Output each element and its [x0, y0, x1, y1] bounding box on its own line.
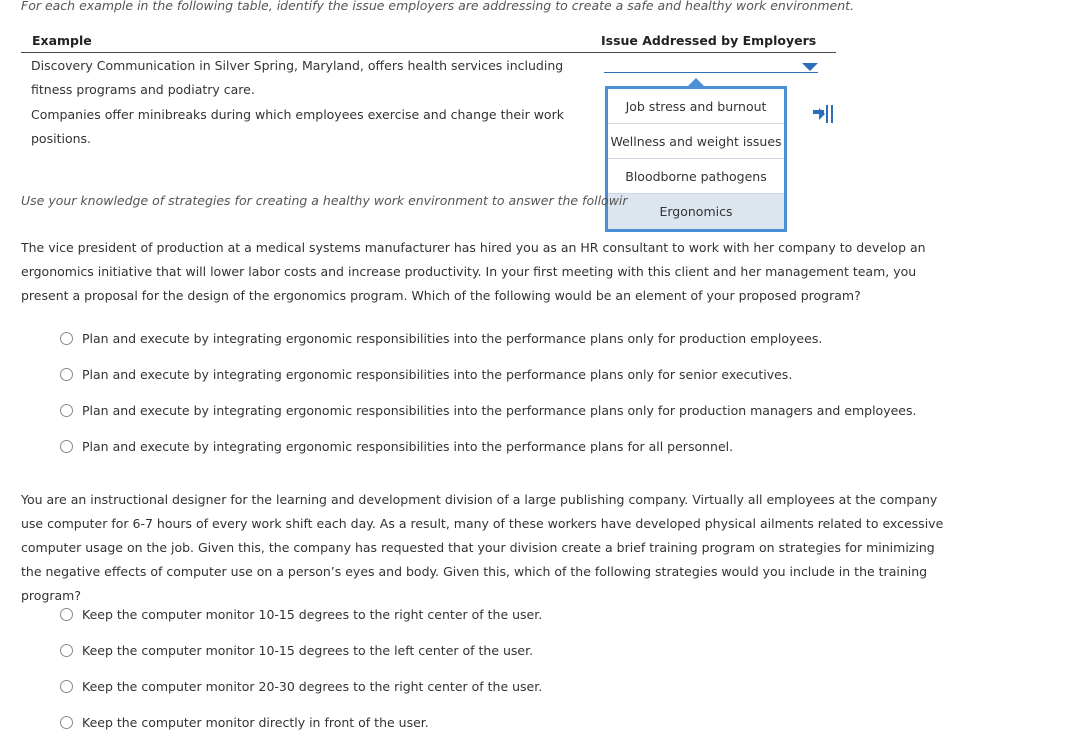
column-header-example: Example	[32, 33, 92, 48]
option-label: Keep the computer monitor directly in front of the user.	[82, 714, 429, 730]
option-label: Keep the computer monitor 10-15 degrees to the left center of the user.	[82, 642, 534, 658]
option-label: Plan and execute by integrating ergonomic responsibilities into the performance plans only for production employees.	[82, 330, 823, 346]
dropdown-menu[interactable]	[605, 86, 787, 232]
q1-option-1[interactable]	[60, 329, 822, 347]
radio-button[interactable]	[60, 440, 73, 453]
q2-option-3[interactable]	[60, 677, 542, 695]
q1-option-2[interactable]	[60, 365, 792, 383]
question-2-text: You are an instructional designer for the learning and development division of a large publishing company. Virtually all employees at the company use computer for 6-7 hours of every work shift each day. As a result, many of these workers have developed physical ailments related to excessive computer usage on the job. Given this, the company has requested that your division create a brief training program on strategies for minimizing the negative effects of computer use on a person’s eyes and body. Given this, which of the following strategies would you include in the training program?	[21, 492, 944, 603]
radio-button[interactable]	[60, 404, 73, 417]
menu-caret	[688, 78, 704, 86]
table-instruction: For each example in the following table, identify the issue employers are addressing to create a safe and healthy work environment.	[21, 0, 855, 13]
q1-option-3[interactable]	[60, 401, 916, 419]
q1-option-4[interactable]	[60, 437, 733, 455]
radio-button[interactable]	[60, 716, 73, 729]
table-row-2-example: Companies offer minibreaks during which employees exercise and change their work positions.	[31, 107, 564, 146]
radio-button[interactable]	[60, 680, 73, 693]
radio-button[interactable]	[60, 332, 73, 345]
radio-button[interactable]	[60, 608, 73, 621]
q2-option-4[interactable]	[60, 713, 429, 731]
option-label: Plan and execute by integrating ergonomic responsibilities into the performance plans only for senior executives.	[82, 366, 793, 382]
dropdown-option-bloodborne[interactable]: Bloodborne pathogens	[608, 159, 784, 194]
dropdown-option-ergonomics[interactable]: Ergonomics	[608, 194, 784, 229]
dropdown-option-job-stress[interactable]: Job stress and burnout	[608, 89, 784, 124]
radio-button[interactable]	[60, 368, 73, 381]
dropdown-option-wellness[interactable]: Wellness and weight issues	[608, 124, 784, 159]
q2-option-1[interactable]	[60, 605, 542, 623]
option-label: Plan and execute by integrating ergonomic responsibilities into the performance plans for all personnel.	[82, 438, 734, 454]
chevron-down-icon[interactable]	[802, 63, 818, 71]
option-label: Plan and execute by integrating ergonomic responsibilities into the performance plans only for production managers and employees.	[82, 402, 917, 418]
table-row-1-example: Discovery Communication in Silver Spring, Maryland, offers health services including fitness programs and podiatry care.	[31, 58, 564, 97]
section-instruction: Use your knowledge of strategies for creating a healthy work environment to answer the followir	[21, 193, 628, 208]
header-divider	[21, 52, 836, 53]
column-header-issue: Issue Addressed by Employers	[601, 33, 817, 48]
dropdown-row-1-field[interactable]	[604, 72, 818, 73]
drag-handle-icon[interactable]	[813, 103, 835, 125]
q2-option-2[interactable]	[60, 641, 533, 659]
question-1-text: The vice president of production at a medical systems manufacturer has hired you as an HR consultant to work with her company to develop an ergonomics initiative that will lower labor costs and increase productivity. In your first meeting with this client and her management team, you present a proposal for the design of the ergonomics program. Which of the following would be an element of your proposed program?	[21, 240, 926, 303]
option-label: Keep the computer monitor 10-15 degrees to the right center of the user.	[82, 606, 543, 622]
radio-button[interactable]	[60, 644, 73, 657]
option-label: Keep the computer monitor 20-30 degrees to the right center of the user.	[82, 678, 543, 694]
